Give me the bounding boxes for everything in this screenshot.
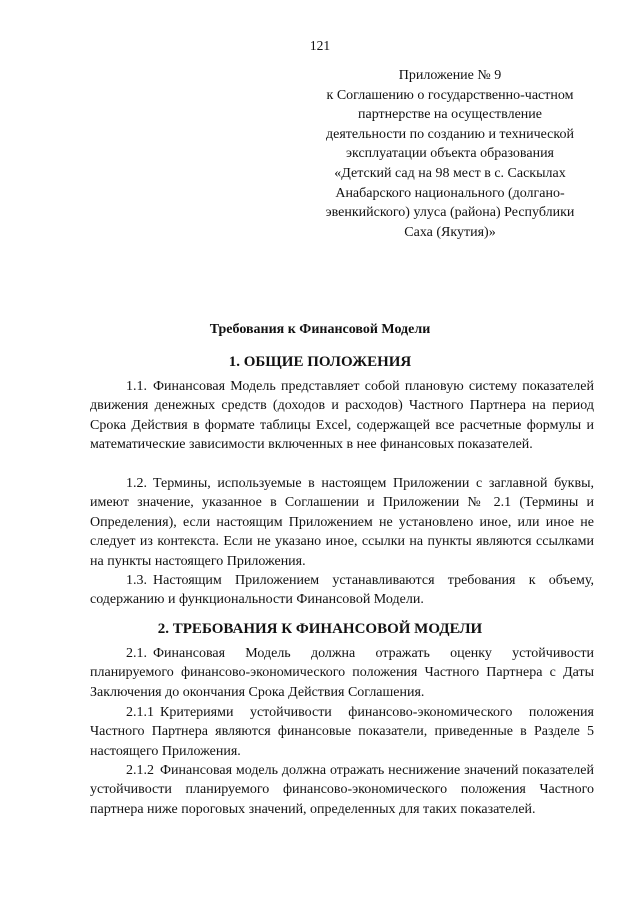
paragraph-number: 2.1.1 bbox=[126, 705, 154, 720]
page-number: 121 bbox=[309, 38, 331, 53]
appendix-header bbox=[318, 66, 582, 242]
appendix-header-line: «Детский сад на 98 мест в с. Саскылах bbox=[334, 165, 566, 181]
paragraph-number: 2.1. bbox=[126, 646, 147, 661]
appendix-header-line: эвенкийского) улуса (района) Республики bbox=[325, 205, 575, 221]
paragraph bbox=[90, 377, 594, 455]
paragraph-number: 1.2. bbox=[126, 476, 147, 491]
section-heading: 1. ОБЩИЕ ПОЛОЖЕНИЯ bbox=[228, 354, 412, 370]
appendix-header-line: Приложение № 9 bbox=[398, 68, 502, 83]
appendix-header-line: Саха (Якутия)» bbox=[404, 224, 496, 240]
appendix-header-line: эксплуатации объекта образования bbox=[346, 146, 554, 162]
document-title: Требования к Финансовой Модели bbox=[209, 322, 431, 337]
paragraph-text: Финансовая модель должна отражать неснижение значений показателей устойчивости планируемого финансово-экономического положения Частного партнера ниже пороговых значений, определенных для таких показателей. bbox=[90, 763, 594, 817]
appendix-header-line: деятельности по созданию и технической bbox=[326, 126, 574, 142]
paragraph bbox=[90, 571, 594, 610]
paragraph-number: 2.1.2 bbox=[126, 763, 154, 778]
appendix-header-line: Анабарского национального (долгано- bbox=[335, 185, 565, 201]
appendix-header-line: к Соглашению о государственно-частном bbox=[326, 87, 574, 103]
paragraph-text: Финансовая Модель должна отражать оценку устойчивости планируемого финансово-экономического положения Частного Партнера с Даты Заключения до окончания Срока Действия Соглашения. bbox=[90, 646, 594, 700]
section-heading: 2. ТРЕБОВАНИЯ К ФИНАНСОВОЙ МОДЕЛИ bbox=[157, 621, 483, 637]
paragraph bbox=[90, 703, 594, 761]
paragraph-number: 1.1. bbox=[126, 379, 147, 394]
paragraph-number: 1.3. bbox=[126, 573, 147, 588]
paragraph-text: Термины, используемые в настоящем Приложении с заглавной буквы, имеют значение, указанное в Соглашении и Приложении № 2.1 (Термины и Определения), если настоящим Приложением не установлено иное, или иное не следует из контекста. Если не указано иное, ссылки на пункты являются ссылками на пункты настоящего Приложения. bbox=[90, 476, 594, 569]
paragraph bbox=[90, 644, 594, 702]
paragraph bbox=[90, 761, 594, 819]
paragraph bbox=[90, 474, 594, 571]
paragraph-text: Настоящим Приложением устанавливаются требования к объему, содержанию и функциональности Финансовой Модели. bbox=[90, 573, 594, 608]
appendix-header-line: партнерстве на осуществление bbox=[357, 107, 542, 123]
paragraph-text: Финансовая Модель представляет собой плановую систему показателей движения денежных средств (доходов и расходов) Частного Партнера на период Срока Действия в формате таблицы Excel, содержащей все расчетные формулы и математические зависимости включенных в нее финансовых показателей. bbox=[90, 379, 594, 453]
paragraph-text: Критериями устойчивости финансово-экономического положения Частного Партнера являются финансовые показатели, приведенные в Разделе 5 настоящего Приложения. bbox=[90, 705, 594, 759]
